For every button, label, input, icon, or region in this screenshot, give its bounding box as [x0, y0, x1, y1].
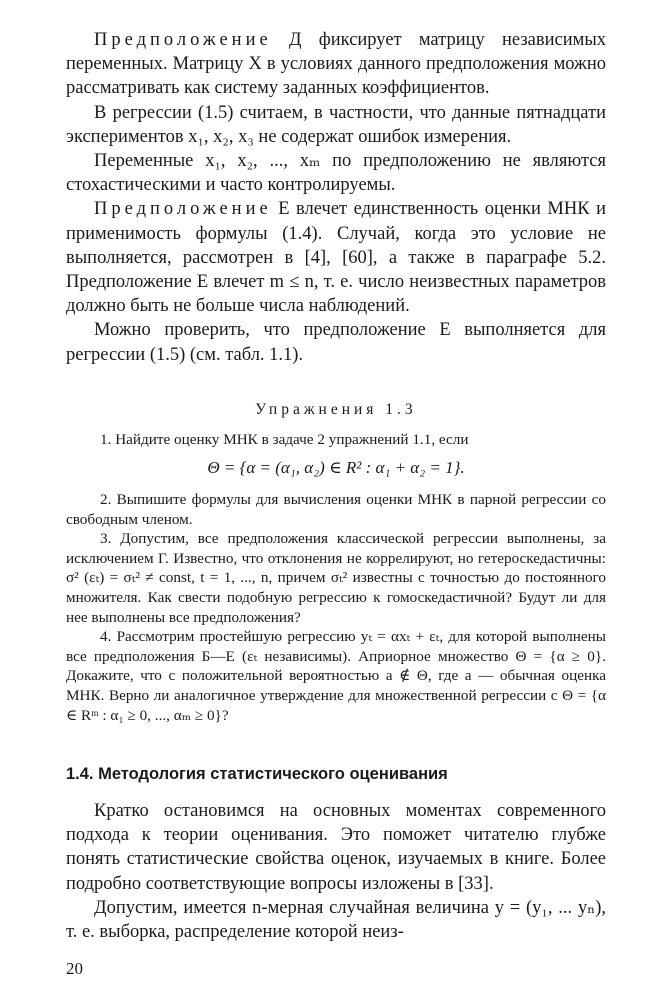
paragraph-lead-word: Предположение — [94, 30, 272, 50]
exercises-list — [66, 490, 606, 725]
exercise-3: 3. Допустим, все предположения классической регрессии выполнены, за исключением Г. Известно, что отклонения не коррелируют, но гетероскедастичны: σ² (εₜ) = σₜ² ≠ const, t = 1, ..., n, причем σₜ² известны с точностью до постоянного множителя. Как свести подобную регрессию к гомоскедастичной? Будут ли для нее выполнены все предположения? — [66, 530, 606, 626]
exercises-title: Упражнения 1.3 — [255, 401, 417, 418]
paragraph-methodology-intro: Кратко остановимся на основных моментах современного подхода к теории оценивания. Это поможет читателю глубже понять статистические свойства оценок, изучаемых в книге. Более подробно соответствующие вопросы изложены в [33]. — [66, 801, 606, 894]
exercise-4: 4. Рассмотрим простейшую регрессию yₜ = αxₜ + εₜ, для которой выполнены все предположения Б—Е (εₜ независимы). Априорное множество Θ = {α ≥ 0}. Докажите, что с положительной вероятностью a ∉ Θ, где a — обычная оценка МНК. Верно ли аналогичное утверждение для множественной регрессии с Θ = {α ∈ Rᵐ : α₁ ≥ 0, ..., αₘ ≥ 0}? — [66, 628, 606, 724]
paragraph-check: Можно проверить, что предположение Е выполняется для регрессии (1.5) (см. табл. 1.1). — [66, 320, 606, 365]
paragraph-regression-errors: В регрессии (1.5) считаем, в частности, что данные пятнадцати экспериментов x₁, x₂, x₃ не содержат ошибок измерения. — [66, 102, 606, 147]
paragraph-sample: Допустим, имеется n-мерная случайная величина y = (y₁, ... yₙ), т. е. выборка, распределение которой неиз- — [66, 897, 606, 943]
paragraph-variables: Переменные x₁, x₂, ..., xₘ по предположению не являются стохастическими и часто контролируемы. — [66, 151, 606, 196]
section-heading: 1.4. Методология статистического оценивания — [66, 765, 448, 783]
paragraph-assumption-e: Предположение Е влечет единственность оценки МНК и применимость формулы (1.4). Случай, когда это условие не выполняется, рассмотрен в [4], [60], а также в параграфе 5.2. Предположение Е влечет m ≤ n, т. е. число неизвестных параметров должно быть не больше числа наблюдений. — [66, 199, 606, 317]
text-block-bottom — [66, 799, 606, 944]
paragraph-assumption-d: Предположение Д фиксирует матрицу независимых переменных. Матрицу X в условиях данного предположения можно рассматривать как систему заданных коэффициентов. — [66, 30, 606, 99]
exercise-1: 1. Найдите оценку МНК в задаче 2 упражнений 1.1, если — [100, 431, 469, 448]
paragraph-lead-word: Предположение — [94, 199, 272, 220]
text-block-top — [66, 28, 606, 367]
exercise-2: 2. Выпишите формулы для вычисления оценки МНК в парной регрессии со свободным членом. — [66, 491, 606, 528]
page-number: 20 — [66, 959, 83, 978]
exercise-1-formula: Θ = {α = (α₁, α₂) ∈ R² : α₁ + α₂ = 1}. — [207, 458, 465, 477]
